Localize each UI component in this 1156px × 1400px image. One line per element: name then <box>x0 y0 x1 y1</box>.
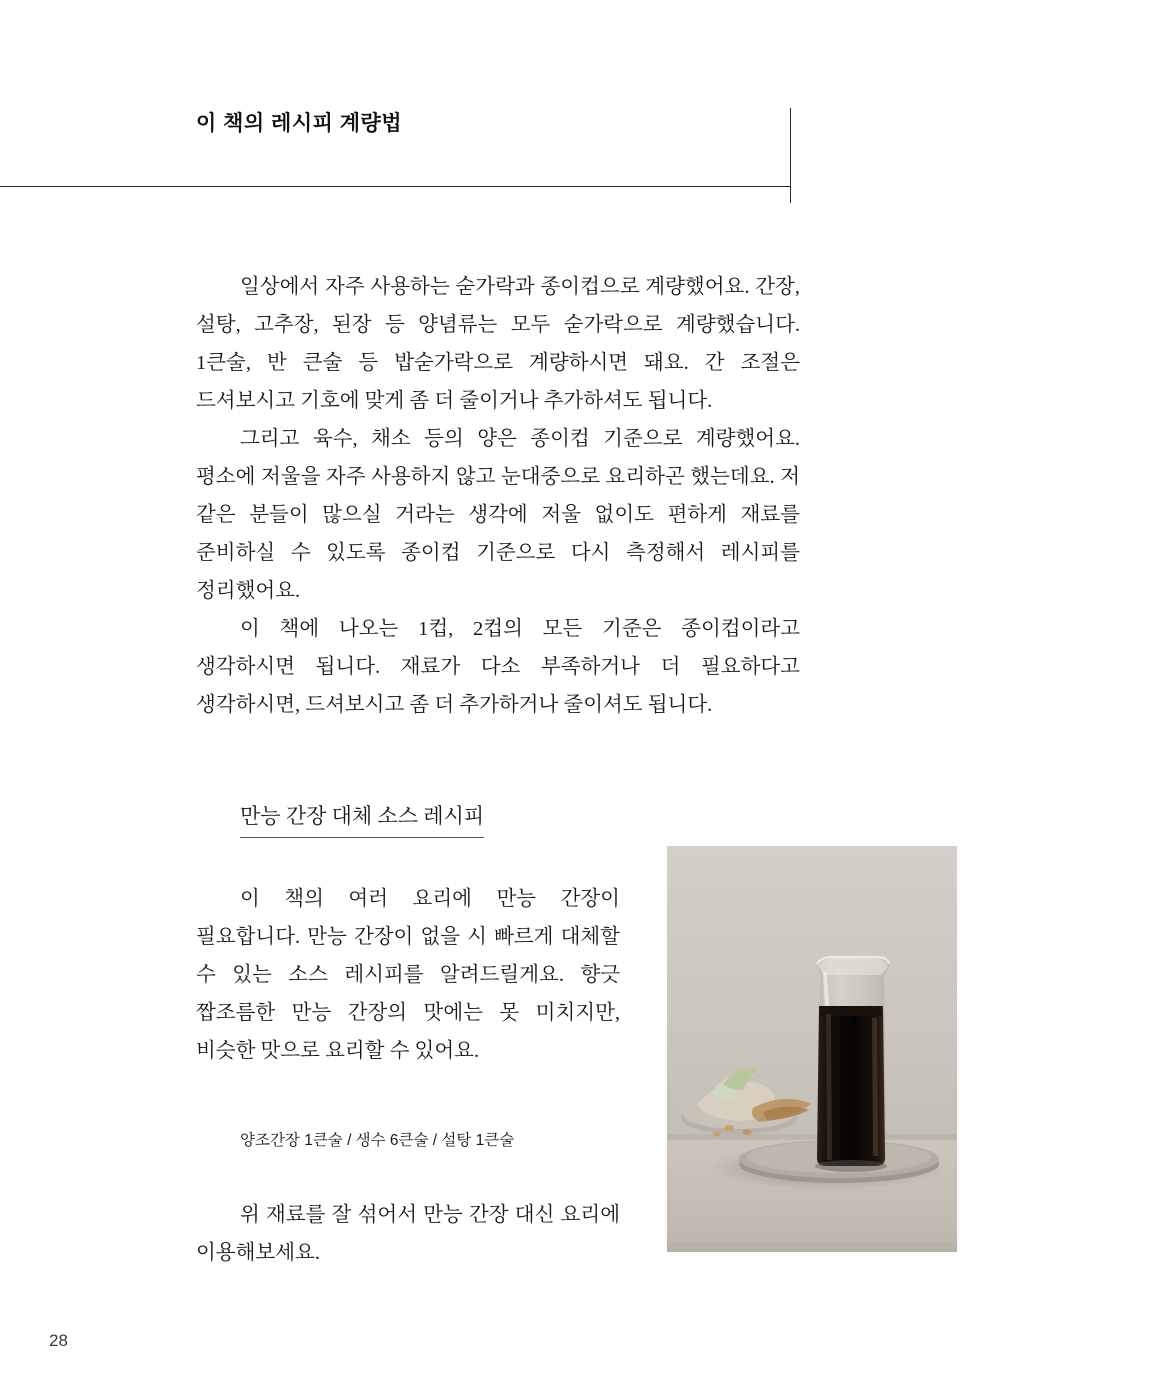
paragraph: 일상에서 자주 사용하는 숟가락과 종이컵으로 계량했어요. 간장, 설탕, 고추장, 된장 등 양념류는 모두 숟가락으로 계량했습니다. 1큰술, 반 큰술 등 밥숟가락으로 계량하시면 돼요. 간 조절은 드셔보시고 기호에 맞게 좀 더 줄이거나 추가하셔도 됩니다. <box>196 276 800 412</box>
ingredients-line: 양조간장 1큰술 / 생수 6큰술 / 설탕 1큰술 <box>240 1132 515 1149</box>
section-closing-column <box>196 1196 620 1272</box>
section-heading: 만능 간장 대체 소스 레시피 <box>240 800 484 838</box>
page-number: 28 <box>49 1331 68 1350</box>
paragraph: 이 책에 나오는 1컵, 2컵의 모든 기준은 종이컵이라고 생각하시면 됩니다. 재료가 다소 부족하거나 더 필요하다고 생각하시면, 드셔보시고 좀 더 추가하거나 줄이셔도 됩니다. <box>196 618 800 716</box>
paragraph: 위 재료를 잘 섞어서 만능 간장 대신 요리에 이용해보세요. <box>196 1204 620 1264</box>
header-divider-horizontal <box>0 186 791 187</box>
soy-sauce-photo <box>667 846 957 1252</box>
paragraph: 그리고 육수, 채소 등의 양은 종이컵 기준으로 계량했어요. 평소에 저울을 자주 사용하지 않고 눈대중으로 요리하곤 했는데요. 저 같은 분들이 많으실 거라는 생각에 저울 없이도 편하게 재료를 준비하실 수 있도록 종이컵 기준으로 다시 측정해서 레시피를 정리했어요. <box>196 428 800 602</box>
paragraph: 이 책의 여러 요리에 만능 간장이 필요합니다. 만능 간장이 없을 시 빠르게 대체할 수 있는 소스 레시피를 알려드릴게요. 향긋 짭조름한 만능 간장의 맛에는 못 미치지만, 비슷한 맛으로 요리할 수 있어요. <box>196 888 620 1062</box>
page-title: 이 책의 레시피 계량법 <box>196 112 403 135</box>
header-divider-vertical <box>790 108 791 203</box>
main-text-column <box>196 268 800 724</box>
section-text-column <box>196 880 620 1070</box>
